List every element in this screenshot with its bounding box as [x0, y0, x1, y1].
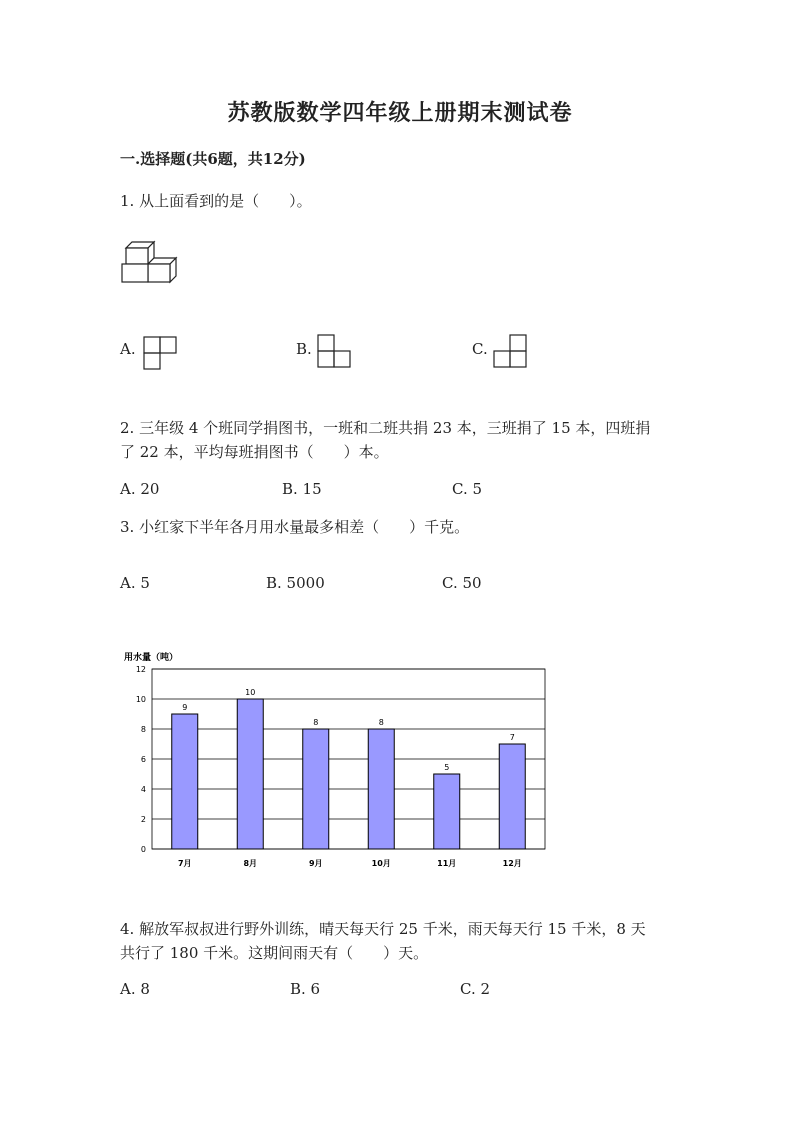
question-1-text: 1. 从上面看到的是（ ）。	[120, 192, 312, 210]
q4-option-c: C. 2	[460, 980, 491, 998]
q1-option-a-figure	[143, 336, 179, 372]
chart-x-tick-label: 7月	[177, 859, 192, 868]
chart-y-axis-label: 用水量（吨）	[124, 653, 179, 663]
chart-x-tick-label: 9月	[308, 859, 323, 868]
chart-data-label: 8	[378, 718, 384, 727]
question-2-line-1: 2. 三年级 4 个班同学捐图书，一班和二班共捐 23 本，三班捐了 15 本，四班捐	[120, 419, 651, 437]
section-heading: 一.选择题(共6题，共12分)	[120, 150, 306, 168]
q1-option-c-figure	[493, 334, 529, 370]
q2-option-b: B. 15	[282, 480, 322, 498]
chart-bar	[303, 729, 329, 849]
q2-option-a: A. 20	[120, 480, 160, 498]
q4-option-a: A. 8	[120, 980, 150, 998]
chart-bar	[434, 774, 460, 849]
chart-data-label: 7	[509, 733, 515, 742]
chart-x-tick-label: 12月	[502, 859, 522, 868]
question-4-line-2: 共行了 180 千米。这期间雨天有（ ）天。	[120, 944, 429, 962]
chart-y-tick-label: 10	[135, 695, 146, 704]
q2-option-c: C. 5	[452, 480, 483, 498]
q1-option-b-label: B.	[296, 340, 312, 358]
chart-bar	[237, 699, 263, 849]
chart-x-tick-label: 8月	[243, 859, 258, 868]
chart-data-label: 5	[444, 763, 450, 772]
chart-data-label: 8	[313, 718, 319, 727]
question-4-line-1: 4. 解放军叔叔进行野外训练，晴天每天行 25 千米，雨天每天行 15 千米，8 天	[120, 920, 646, 938]
cube-stack-figure	[118, 238, 184, 290]
chart-x-tick-label: 10月	[371, 859, 391, 868]
chart-bar	[368, 729, 394, 849]
q4-option-b: B. 6	[290, 980, 321, 998]
chart-data-label: 9	[182, 703, 188, 712]
q3-option-c: C. 50	[442, 574, 482, 592]
chart-bar	[172, 714, 198, 849]
chart-y-tick-label: 4	[140, 785, 146, 794]
chart-x-tick-label: 11月	[437, 859, 457, 868]
q3-option-a: A. 5	[120, 574, 150, 592]
chart-y-tick-label: 6	[140, 755, 146, 764]
chart-y-tick-label: 2	[140, 815, 146, 824]
page-title: 苏教版数学四年级上册期末测试卷	[227, 100, 573, 126]
q3-option-b: B. 5000	[266, 574, 325, 592]
chart-y-tick-label: 0	[140, 845, 146, 854]
water-usage-bar-chart	[110, 648, 560, 878]
q1-option-b-figure	[317, 334, 353, 370]
chart-y-tick-label: 12	[135, 665, 146, 674]
chart-bar	[499, 744, 525, 849]
chart-data-label: 10	[245, 688, 256, 697]
question-2-line-2: 了 22 本，平均每班捐图书（ ）本。	[120, 443, 389, 461]
chart-y-tick-label: 8	[140, 725, 146, 734]
q1-option-c-label: C.	[472, 340, 488, 358]
q1-option-a-label: A.	[120, 340, 136, 358]
question-3-text: 3. 小红家下半年各月用水量最多相差（ ）千克。	[120, 518, 470, 536]
